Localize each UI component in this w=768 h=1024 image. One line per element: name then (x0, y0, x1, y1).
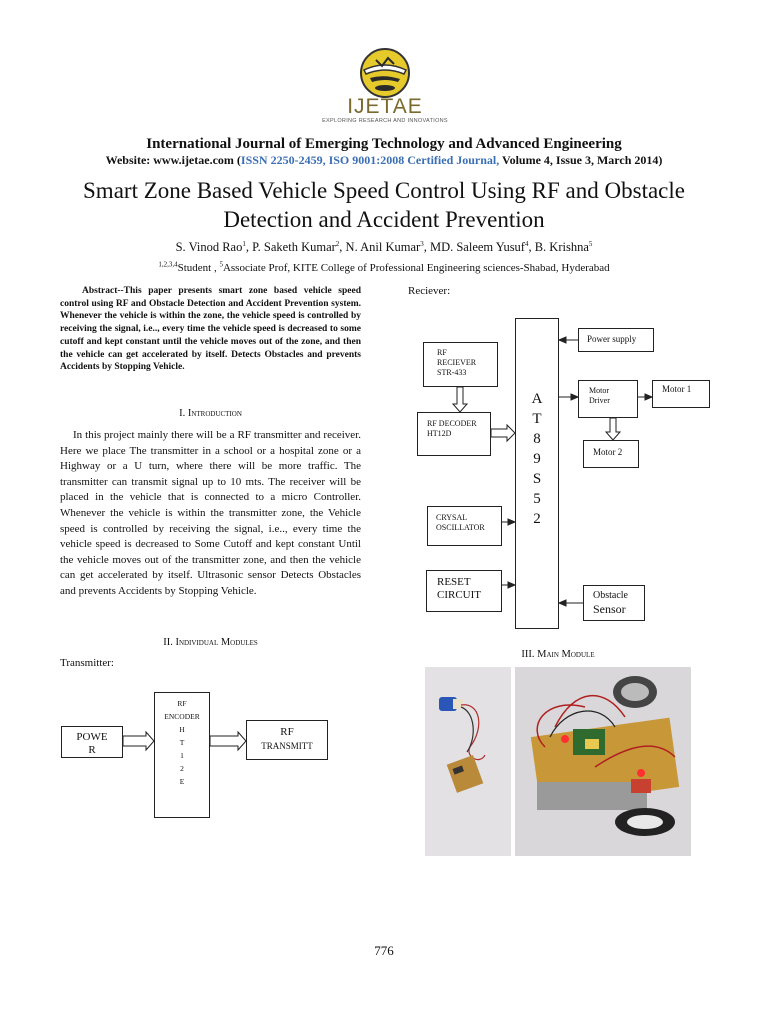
website-suffix: Volume 4, Issue 3, March 2014) (499, 153, 663, 167)
logo-wordmark: IJETAE (347, 95, 423, 118)
journal-website (0, 153, 768, 168)
power-block: POWE R (61, 726, 123, 758)
section-heading-introduction: I. Introduction (179, 408, 242, 419)
microcontroller-block: A T 8 9 S 5 2 (515, 318, 559, 629)
section-heading-modules: II. Individual Modules (163, 637, 258, 648)
journal-name: International Journal of Emerging Technology and Advanced Engineering (146, 136, 622, 152)
rf-receiver-block: RF RECIEVER STR-433 (423, 342, 498, 387)
author: MD. Saleem Yusuf$^4$, (429, 239, 535, 254)
transmitter-label: Transmitter: (60, 657, 114, 669)
rf-decoder-block: RF DECODER HT12D (417, 412, 491, 456)
logo-emblem-icon (300, 48, 470, 98)
author: P. Saketh Kumar$^2$, (252, 239, 346, 254)
receiver-label: Reciever: (408, 285, 451, 297)
obstacle-sensor-block: Obstacle Sensor (583, 585, 645, 621)
author: B. Krishna$^5$ (534, 239, 593, 254)
abstract: Abstract--This paper presents smart zone based vehicle speed control using RF and Obstacle Detection and Accident Prevention system. Whenever the vehicle is within the zone, the vehicle speed is controlled by receiving the signal, i.e.., every time the vehicle speed is decreased to some cutoff and kept constant until the vehicle moves out of the zone, and then the vehicle can get accelerated by itself. Detects Obstacles and prevents Accidents by Stopping Vehicle. (60, 286, 361, 373)
author-list (0, 240, 768, 255)
logo-tagline: EXPLORING RESEARCH AND INNOVATIONS (322, 118, 448, 124)
hardware-photo-image (425, 667, 691, 856)
rf-transmitter-block: RF TRANSMITT (246, 720, 328, 760)
motor-driver-block: Motor Driver (578, 380, 638, 418)
author: S. Vinod Rao$^1$, (175, 239, 253, 254)
power-supply-block: Power supply (578, 328, 654, 352)
crystal-oscillator-block: CRYSAL OSCILLATOR (427, 506, 502, 546)
author-affiliation: $^{1,2,3,4}$Student , $^5$Associate Prof, KITE College of Professional Engineering sciences-Shabad, Hyderabad (158, 260, 610, 274)
page-number: 776 (374, 943, 394, 958)
paper-title: Smart Zone Based Vehicle Speed Control Using RF and Obstacle Detection and Accident Prevention (83, 178, 685, 232)
reset-circuit-block: RESET CIRCUIT (426, 570, 502, 612)
motor1-block: Motor 1 (652, 380, 710, 408)
hardware-photo (425, 667, 691, 856)
encoder-block: RF ENCODER H T 1 2 E (154, 692, 210, 818)
journal-logo (300, 48, 470, 128)
introduction-text: In this project mainly there will be a RF transmitter and receiver. Here we place The transmitter in a school or a hospital zone or a Highway or a U turn, where there will be more traffic. The transmitter can transmit signal up to 10 mts. The receiver will be placed in the vehicle that is connected to a micro Controller. Whenever the vehicle is within the transmitter zone, the Vehicle speed is controlled by receiving the signal, i.e.., every time the vehicle speed is decreased to Some Cutoff and kept constant Until the vehicle moves out of the transmitter zone, and then the vehicle can get accelerated by itself. Ultrasonic sensor Detects Obstacles and prevents Accidents by Stopping Vehicle. (60, 429, 361, 597)
section-heading-main-module: III. Main Module (521, 649, 595, 660)
website-issn: ISSN 2250-2459, ISO 9001:2008 Certified Journal, (240, 153, 500, 167)
website-prefix: Website: www.ijetae.com ( (105, 153, 241, 167)
motor2-block: Motor 2 (583, 440, 639, 468)
author: N. Anil Kumar$^3$, (345, 239, 430, 254)
